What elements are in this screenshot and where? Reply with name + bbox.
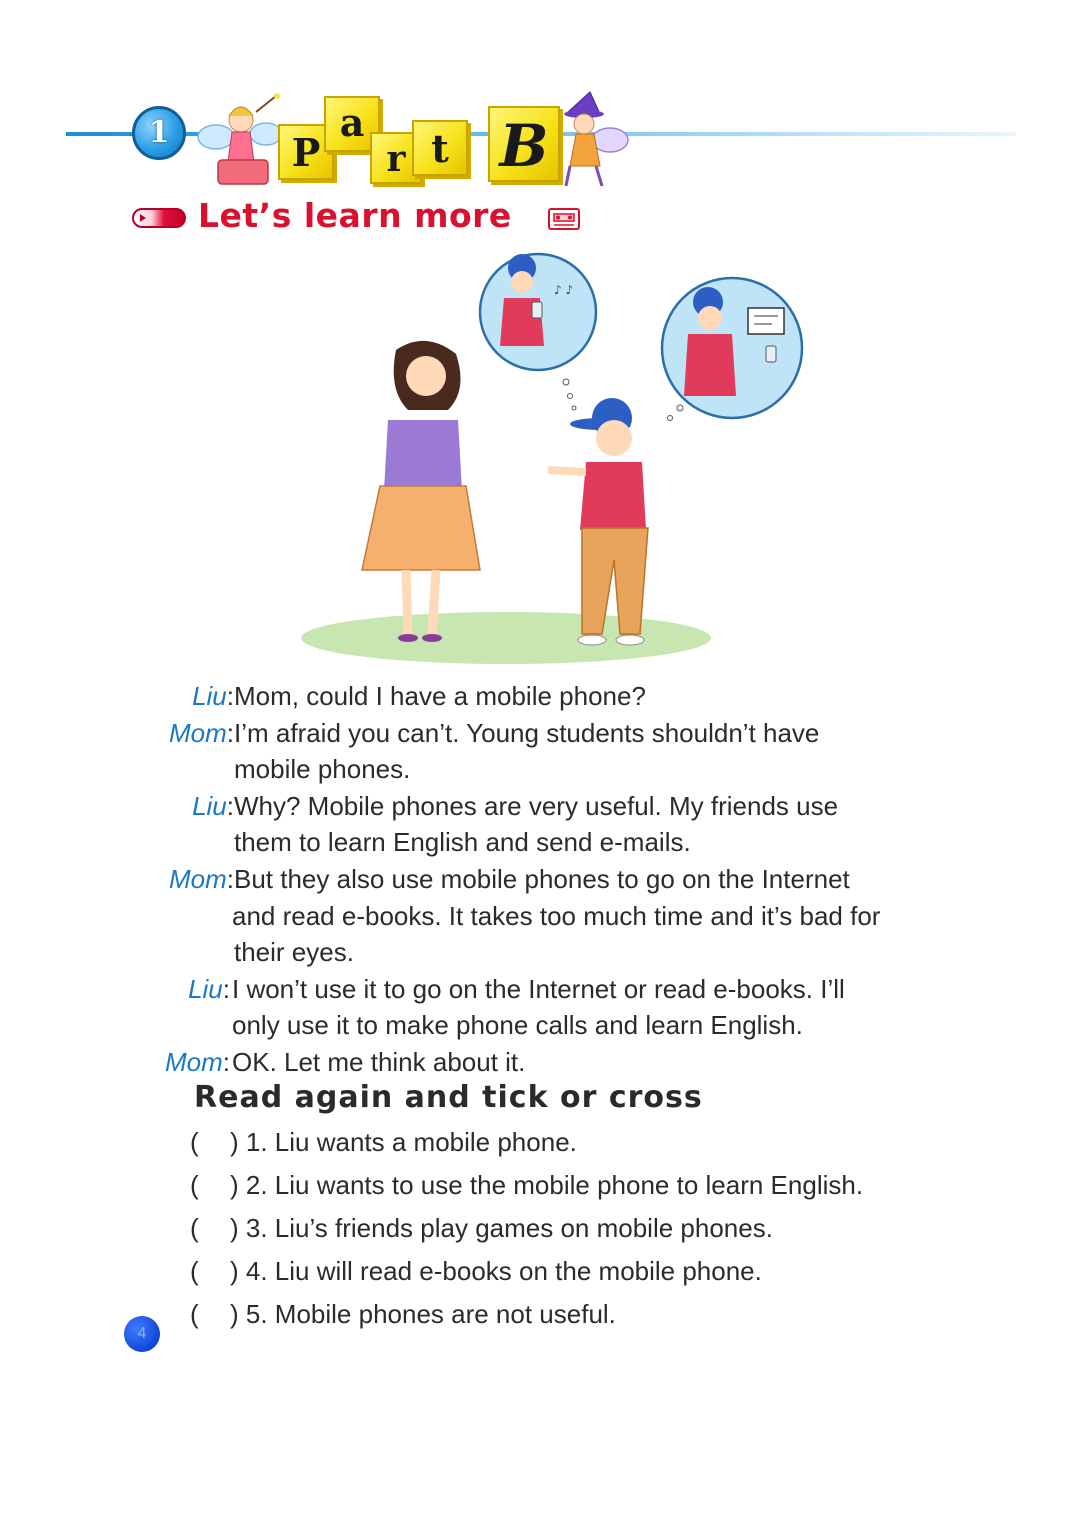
utterance: Mom, could I have a mobile phone? [234, 681, 646, 711]
item-text: ) 5. Mobile phones are not useful. [230, 1299, 616, 1329]
utterance-continued: their eyes. [234, 937, 354, 968]
answer-blank[interactable]: ( [190, 1213, 199, 1243]
part-block-b: B [488, 106, 560, 182]
utterance: Why? Mobile phones are very useful. My friends use [234, 790, 839, 821]
utterance-continued: mobile phones. [234, 754, 411, 785]
speaker-mom: Mom: [168, 863, 234, 894]
exercise-list [190, 1124, 1010, 1339]
speaker-mom: Mom: [168, 717, 234, 748]
utterance-continued: only use it to make phone calls and learn English. [232, 1010, 803, 1041]
dialogue-line [0, 751, 1080, 788]
dialogue-line [0, 678, 1080, 715]
dialogue-line [0, 971, 1080, 1008]
answer-blank[interactable]: ( [190, 1299, 199, 1329]
svg-text:♪ ♪: ♪ ♪ [554, 283, 574, 297]
speaker-mom: Mom: [164, 1046, 230, 1077]
list-item [190, 1167, 1010, 1210]
part-block-p: P [278, 124, 334, 180]
item-text: ) 1. Liu wants a mobile phone. [230, 1127, 577, 1157]
utterance: I’m afraid you can’t. Young students shouldn’t have [234, 717, 820, 748]
unit-badge: 1 [132, 106, 186, 160]
dialogue-line [0, 824, 1080, 861]
answer-blank[interactable]: ( [190, 1127, 199, 1157]
speaker-liu: Liu: [188, 973, 230, 1004]
speaker-liu: Liu: [192, 790, 234, 821]
mom-and-liu-illustration [296, 250, 816, 670]
dialogue-line [0, 861, 1080, 898]
page-number: 4 [124, 1316, 160, 1352]
item-text: ) 2. Liu wants to use the mobile phone to learn English. [230, 1170, 864, 1200]
part-block-r: r [370, 132, 422, 184]
list-item [190, 1253, 1010, 1296]
list-item [190, 1124, 1010, 1167]
item-text: ) 4. Liu will read e-books on the mobile phone. [230, 1256, 762, 1286]
section-marker-icon [132, 208, 186, 228]
dialogue-line [0, 1007, 1080, 1044]
dialogue-line [0, 1044, 1080, 1081]
utterance: I won’t use it to go on the Internet or read e-books. I’ll [232, 973, 845, 1004]
fairy-with-wand-illustration [196, 92, 286, 192]
dialogue-line [0, 788, 1080, 825]
dialogue-line [0, 898, 1080, 935]
utterance: OK. Let me think about it. [232, 1046, 526, 1077]
utterance-continued: them to learn English and send e-mails. [234, 827, 691, 858]
list-item [190, 1296, 1010, 1339]
witch-fairy-illustration [540, 90, 630, 190]
part-block-a: a [324, 96, 380, 152]
utterance-continued: and read e-books. It takes too much time and it’s bad for [232, 900, 881, 931]
answer-blank[interactable]: ( [190, 1170, 199, 1200]
dialogue [0, 678, 1080, 1081]
part-block-t: t [412, 120, 468, 176]
item-text: ) 3. Liu’s friends play games on mobile phones. [230, 1213, 773, 1243]
answer-blank[interactable]: ( [190, 1256, 199, 1286]
utterance: But they also use mobile phones to go on the Internet [234, 863, 850, 894]
dialogue-line [0, 934, 1080, 971]
cassette-tape-icon[interactable] [548, 208, 580, 230]
dialogue-line [0, 715, 1080, 752]
section-title: Let’s learn more [198, 196, 512, 235]
exercise-title: Read again and tick or cross [194, 1080, 703, 1115]
list-item [190, 1210, 1010, 1253]
speaker-liu: Liu: [192, 681, 234, 711]
